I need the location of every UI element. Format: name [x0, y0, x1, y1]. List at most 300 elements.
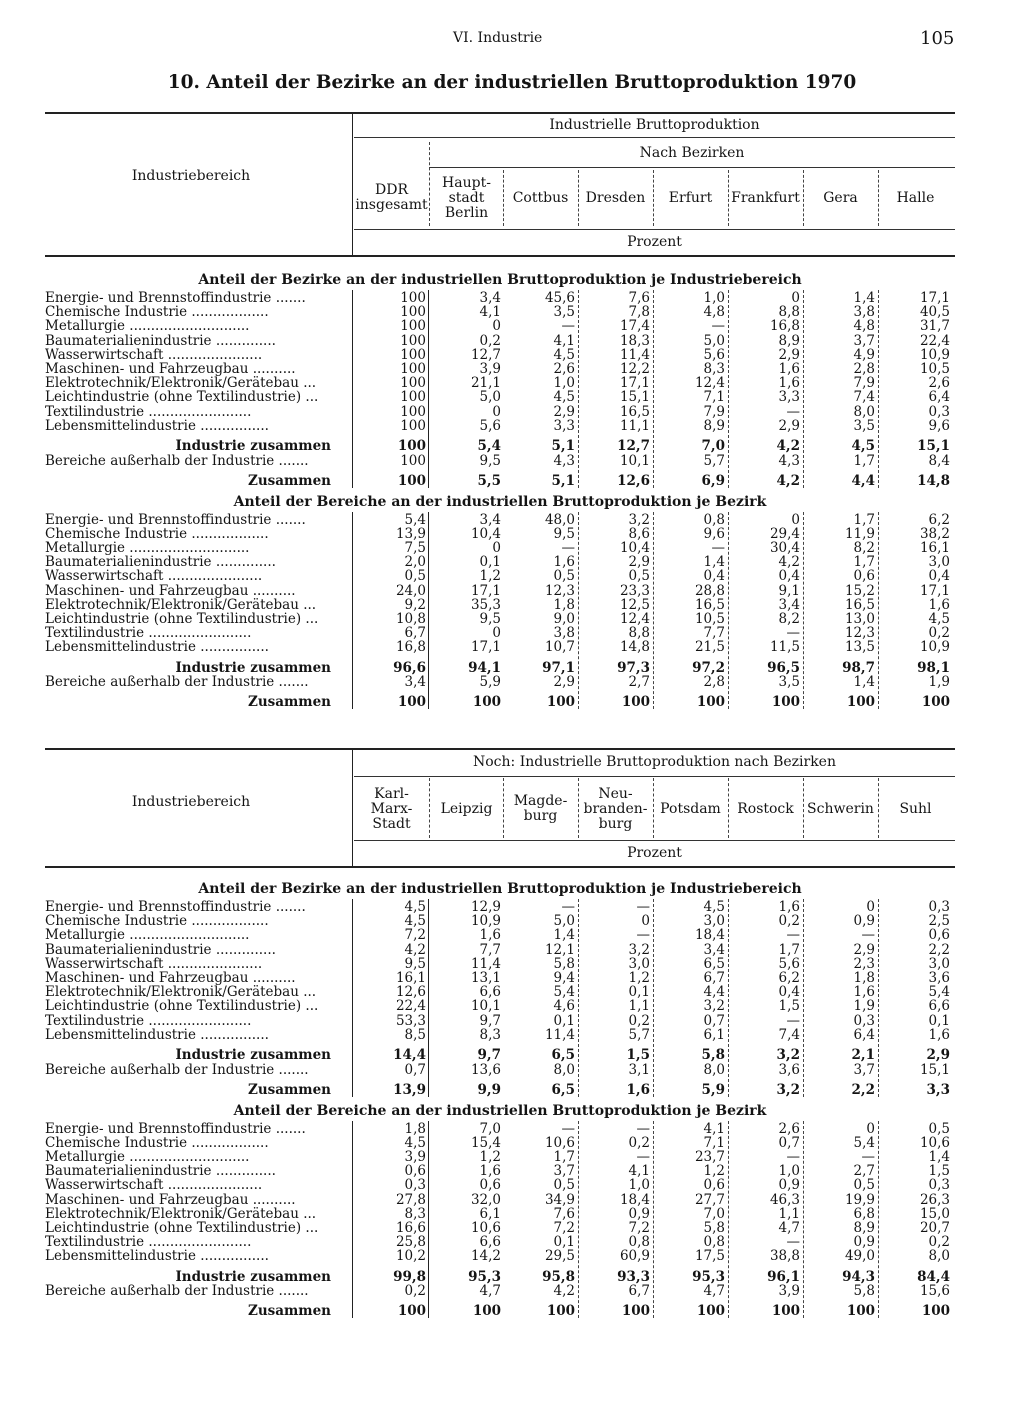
block-heading: Anteil der Bezirke an der industriellen Bruttoproduktion je Industriebereich	[198, 881, 802, 897]
column-header: Gera	[823, 189, 858, 206]
row-label: Leichtindustrie (ohne Textilindustrie) ...	[45, 1220, 319, 1235]
cell-value: 7,0	[703, 1205, 725, 1222]
row-label: Bereiche außerhalb der Industrie .......	[45, 675, 309, 689]
cell-value: 3,7	[853, 1061, 875, 1078]
table-row	[45, 1178, 955, 1192]
table-row	[45, 943, 955, 957]
cell-value: 0,7	[404, 1061, 426, 1078]
cell-value: 12,4	[619, 610, 650, 627]
col-header-industriebereich: Industriebereich	[131, 793, 251, 810]
cell-value: 3,4	[479, 290, 501, 306]
cell-value: 30,4	[769, 539, 800, 556]
cell-value: 0	[866, 899, 875, 915]
cell-value: 1,7	[553, 1148, 575, 1165]
cell-value: 40,5	[919, 304, 950, 321]
cell-value: 10,1	[470, 998, 501, 1015]
cell-value: 0,4	[778, 568, 800, 585]
cell-value: 17,1	[470, 582, 501, 599]
cell-value: 0,7	[703, 1012, 725, 1029]
cell-value: 4,5	[851, 438, 875, 454]
cell-value: 6,1	[479, 1205, 501, 1222]
cell-value: 8,0	[928, 1248, 950, 1265]
cell-value: 12,6	[617, 472, 650, 489]
cell-value: 27,8	[395, 1191, 426, 1208]
cell-value: 4,5	[703, 899, 725, 915]
cell-value: 13,1	[470, 970, 501, 986]
cell-value: 10,2	[395, 1248, 426, 1265]
cell-value: 1,1	[628, 998, 650, 1015]
cell-value: 1,5	[626, 1047, 650, 1063]
cell-value: —	[636, 1120, 650, 1137]
table-row	[45, 1164, 955, 1178]
cell-value: 4,5	[404, 913, 426, 930]
cell-value: 20,7	[919, 1219, 950, 1236]
cell-value: 48,0	[544, 511, 575, 528]
row-label: Wasserwirtschaft ......................	[45, 347, 263, 362]
cell-value: 12,1	[544, 941, 575, 958]
cell-value: 8,6	[628, 525, 650, 542]
cell-value: 2,9	[853, 941, 875, 958]
cell-value: 96,5	[767, 659, 800, 676]
cell-value: 0,9	[778, 1177, 800, 1194]
total-row	[45, 474, 955, 488]
cell-value: 3,7	[853, 332, 875, 349]
cell-value: 4,1	[479, 304, 501, 321]
cell-value: 3,7	[553, 1163, 575, 1180]
cell-value: 4,5	[928, 610, 950, 627]
cell-value: —	[861, 1148, 875, 1165]
cell-value: 1,6	[778, 899, 800, 915]
row-label: Zusammen	[248, 695, 331, 709]
cell-value: 100	[397, 1303, 426, 1319]
cell-value: 0,1	[553, 1012, 575, 1029]
total-row	[45, 439, 955, 453]
row-label: Textilindustrie ........................	[45, 404, 252, 419]
column-header: Erfurt	[668, 189, 713, 206]
row-label: Lebensmittelindustrie ................	[45, 418, 269, 433]
cell-value: 3,0	[703, 913, 725, 930]
cell-value: 1,0	[628, 1177, 650, 1194]
total-row	[45, 661, 955, 675]
subgroup-header: Nach Bezirken	[639, 144, 745, 161]
table-row	[45, 1150, 955, 1164]
cell-value: 1,6	[853, 984, 875, 1001]
cell-value: 5,6	[479, 417, 501, 434]
cell-value: 6,1	[703, 1026, 725, 1043]
cell-value: 2,6	[553, 361, 575, 377]
cell-value: 4,7	[703, 1283, 725, 1299]
cell-value: 3,6	[928, 970, 950, 986]
cell-value: 100	[400, 290, 426, 306]
row-label: Elektrotechnik/Elektronik/Gerätebau ...	[45, 1206, 317, 1221]
cell-value: 9,5	[479, 610, 501, 627]
cell-value: 27,7	[694, 1191, 725, 1208]
cell-value: 0,2	[628, 1012, 650, 1029]
cell-value: 3,4	[479, 511, 501, 528]
cell-value: —	[561, 539, 575, 556]
cell-value: 9,5	[479, 452, 501, 469]
row-label: Metallurgie ............................	[45, 928, 250, 943]
cell-value: 100	[400, 346, 426, 363]
cell-value: 4,5	[553, 346, 575, 363]
cell-value: 1,8	[404, 1120, 426, 1137]
cell-value: 1,9	[928, 674, 950, 690]
row-label: Energie- und Brennstoffindustrie .......	[45, 512, 306, 527]
cell-value: 100	[846, 1303, 875, 1319]
cell-value: 15,0	[919, 1205, 950, 1222]
cell-value: 3,2	[628, 511, 650, 528]
cell-value: 17,4	[619, 318, 650, 335]
table-part-2	[45, 748, 955, 1338]
cell-value: 84,4	[917, 1268, 950, 1285]
row-label: Elektrotechnik/Elektronik/Gerätebau ...	[45, 985, 317, 1000]
cell-value: 11,4	[470, 955, 501, 972]
table-row	[45, 626, 955, 640]
section-title: VI. Industrie	[453, 30, 543, 46]
group-header: Noch: Industrielle Bruttoproduktion nach Bezirken	[473, 753, 836, 770]
column-header: Neu- branden- burg	[583, 785, 648, 832]
cell-value: 60,9	[619, 1248, 650, 1265]
cell-value: 0	[866, 1120, 875, 1137]
cell-value: 94,1	[468, 659, 501, 676]
cell-value: 14,8	[917, 472, 950, 489]
table-row	[45, 334, 955, 348]
table-row	[45, 1014, 955, 1028]
table-title: 10. Anteil der Bezirke an der industriellen Bruttoproduktion 1970	[167, 72, 857, 93]
cell-value: 0,1	[479, 554, 501, 571]
cell-value: 12,3	[844, 625, 875, 642]
cell-value: 4,1	[553, 332, 575, 349]
cell-value: 6,4	[853, 1026, 875, 1043]
row-label: Textilindustrie ........................	[45, 626, 252, 641]
cell-value: 100	[400, 332, 426, 349]
cell-value: 1,6	[479, 1163, 501, 1180]
cell-value: 21,1	[470, 375, 501, 392]
table-row	[45, 569, 955, 583]
cell-value: 1,1	[778, 1205, 800, 1222]
cell-value: 3,3	[926, 1081, 950, 1098]
cell-value: 7,8	[628, 304, 650, 321]
cell-value: 11,4	[544, 1026, 575, 1043]
cell-value: —	[786, 1148, 800, 1165]
row-label: Chemische Industrie ..................	[45, 914, 269, 929]
cell-value: 12,2	[619, 361, 650, 377]
cell-value: 32,0	[470, 1191, 501, 1208]
cell-value: 0	[492, 318, 501, 335]
row-label: Zusammen	[248, 1304, 331, 1318]
cell-value: 99,8	[393, 1268, 426, 1285]
table-row	[45, 419, 955, 433]
row-label: Lebensmittelindustrie ................	[45, 640, 269, 655]
cell-value: 100	[546, 1303, 575, 1319]
column-header: Rostock	[737, 800, 794, 817]
row-label: Zusammen	[248, 1082, 331, 1097]
cell-value: 8,3	[703, 361, 725, 377]
cell-value: 7,2	[404, 927, 426, 944]
cell-value: 18,4	[694, 927, 725, 944]
row-label: Energie- und Brennstoffindustrie .......	[45, 900, 306, 914]
cell-value: 3,2	[703, 998, 725, 1015]
total-row	[45, 1083, 955, 1097]
cell-value: 0,2	[778, 913, 800, 930]
row-label: Maschinen- und Fahrzeugbau ..........	[45, 583, 296, 598]
cell-value: 16,5	[844, 596, 875, 613]
row-label: Energie- und Brennstoffindustrie .......	[45, 1121, 306, 1136]
cell-value: 6,2	[928, 511, 950, 528]
cell-value: 15,1	[919, 1061, 950, 1078]
cell-value: 5,6	[778, 955, 800, 972]
cell-value: 5,0	[703, 332, 725, 349]
table-row	[45, 1235, 955, 1249]
cell-value: 7,2	[628, 1219, 650, 1236]
cell-value: 100	[621, 1303, 650, 1319]
unit-label: Prozent	[627, 233, 682, 250]
cell-value: 8,9	[703, 417, 725, 434]
cell-value: 8,4	[928, 452, 950, 469]
cell-value: 1,7	[853, 511, 875, 528]
cell-value: 9,6	[928, 417, 950, 434]
cell-value: —	[711, 539, 725, 556]
row-label: Elektrotechnik/Elektronik/Gerätebau ...	[45, 376, 317, 391]
column-header: Leipzig	[440, 800, 493, 817]
cell-value: 3,5	[853, 417, 875, 434]
cell-value: 19,9	[844, 1191, 875, 1208]
cell-value: 12,7	[470, 346, 501, 363]
cell-value: 0,7	[778, 1134, 800, 1151]
row-label: Leichtindustrie (ohne Textilindustrie) ...	[45, 999, 319, 1014]
cell-value: 3,8	[853, 304, 875, 321]
cell-value: 10,5	[919, 361, 950, 377]
row-label: Baumaterialienindustrie ..............	[45, 333, 276, 348]
column-header: DDR insgesamt	[355, 182, 428, 213]
cell-value: 1,2	[479, 568, 501, 585]
cell-value: 10,9	[470, 913, 501, 930]
cell-value: 17,1	[619, 375, 650, 392]
cell-value: 1,6	[928, 1026, 950, 1043]
cell-value: 8,2	[778, 610, 800, 627]
row-label: Energie- und Brennstoffindustrie .......	[45, 291, 306, 305]
cell-value: 4,5	[404, 899, 426, 915]
table-row	[45, 612, 955, 626]
cell-value: 5,9	[701, 1081, 725, 1098]
cell-value: 100	[546, 694, 575, 710]
cell-value: 5,4	[928, 984, 950, 1001]
cell-value: 100	[397, 694, 426, 710]
cell-value: 16,1	[919, 539, 950, 556]
cell-value: 8,0	[703, 1061, 725, 1078]
unit-label: Prozent	[627, 844, 682, 861]
cell-value: 95,3	[468, 1268, 501, 1285]
cell-value: —	[786, 1234, 800, 1251]
cell-value: 1,2	[628, 970, 650, 986]
cell-value: 5,1	[551, 472, 575, 489]
cell-value: 10,6	[919, 1134, 950, 1151]
cell-value: 16,8	[395, 639, 426, 656]
cell-value: 49,0	[844, 1248, 875, 1265]
cell-value: 0,8	[628, 1234, 650, 1251]
cell-value: 0,1	[928, 1012, 950, 1029]
cell-value: 100	[472, 694, 501, 710]
cell-value: 0	[492, 403, 501, 420]
cell-value: 8,0	[853, 403, 875, 420]
cell-value: 1,0	[778, 1163, 800, 1180]
cell-value: —	[561, 318, 575, 335]
cell-value: 2,7	[853, 1163, 875, 1180]
cell-value: 2,2	[851, 1081, 875, 1098]
cell-value: 6,6	[479, 1234, 501, 1251]
row-label: Industrie zusammen	[175, 1269, 331, 1284]
cell-value: 98,7	[842, 659, 875, 676]
cell-value: 3,9	[778, 1283, 800, 1299]
cell-value: 3,0	[628, 955, 650, 972]
cell-value: 6,5	[703, 955, 725, 972]
row-label: Lebensmittelindustrie ................	[45, 1249, 269, 1264]
cell-value: 1,6	[626, 1081, 650, 1098]
cell-value: 3,3	[553, 417, 575, 434]
cell-value: 6,7	[628, 1283, 650, 1299]
cell-value: 6,9	[701, 472, 725, 489]
cell-value: 2,9	[778, 417, 800, 434]
cell-value: 94,3	[842, 1268, 875, 1285]
row-label: Wasserwirtschaft ......................	[45, 569, 263, 584]
column-header: Karl- Marx- Stadt	[370, 785, 413, 832]
row-label: Wasserwirtschaft ......................	[45, 956, 263, 971]
cell-value: 0,3	[404, 1177, 426, 1194]
cell-value: 3,3	[778, 389, 800, 406]
table-row	[45, 971, 955, 985]
cell-value: 100	[400, 403, 426, 420]
cell-value: 13,5	[844, 639, 875, 656]
cell-value: —	[561, 899, 575, 915]
total-row	[45, 1304, 955, 1318]
cell-value: 0	[492, 625, 501, 642]
cell-value: 18,4	[619, 1191, 650, 1208]
column-header: Magde- burg	[513, 793, 568, 824]
cell-value: 14,8	[619, 639, 650, 656]
cell-value: 1,4	[853, 674, 875, 690]
table-row	[45, 1122, 955, 1136]
cell-value: 16,5	[694, 596, 725, 613]
cell-value: 4,3	[778, 452, 800, 469]
cell-value: 1,4	[853, 290, 875, 306]
table-row	[45, 513, 955, 527]
cell-value: 2,9	[778, 346, 800, 363]
cell-value: 9,2	[404, 596, 426, 613]
cell-value: 0,1	[553, 1234, 575, 1251]
cell-value: 0,9	[853, 1234, 875, 1251]
row-label: Baumaterialienindustrie ..............	[45, 942, 276, 957]
cell-value: 22,4	[919, 332, 950, 349]
cell-value: 5,6	[703, 346, 725, 363]
cell-value: —	[786, 625, 800, 642]
col-header-industriebereich: Industriebereich	[131, 167, 251, 184]
column-header: Frankfurt	[731, 189, 800, 206]
cell-value: 7,0	[701, 438, 725, 454]
cell-value: 0,3	[928, 403, 950, 420]
cell-value: 1,5	[778, 998, 800, 1015]
cell-value: 3,2	[776, 1047, 800, 1063]
cell-value: 5,4	[477, 438, 501, 454]
running-head	[0, 30, 1024, 52]
cell-value: 23,7	[694, 1148, 725, 1165]
cell-value: 100	[400, 361, 426, 377]
table-row	[45, 640, 955, 654]
cell-value: 6,4	[928, 389, 950, 406]
cell-value: 3,9	[479, 361, 501, 377]
cell-value: 100	[921, 1303, 950, 1319]
cell-value: 15,1	[619, 389, 650, 406]
cell-value: 12,3	[544, 582, 575, 599]
cell-value: 100	[400, 318, 426, 335]
cell-value: 2,9	[553, 674, 575, 690]
cell-value: 1,4	[703, 554, 725, 571]
cell-value: 4,8	[703, 304, 725, 321]
cell-value: 3,8	[553, 625, 575, 642]
cell-value: 0,2	[928, 1234, 950, 1251]
table-row	[45, 305, 955, 319]
row-label: Maschinen- und Fahrzeugbau ..........	[45, 1192, 296, 1207]
table-row	[45, 957, 955, 971]
cell-value: 8,0	[553, 1061, 575, 1078]
row-label: Bereiche außerhalb der Industrie .......	[45, 1284, 309, 1298]
cell-value: 8,9	[853, 1219, 875, 1236]
cell-value: 4,2	[776, 472, 800, 489]
cell-value: 0,4	[703, 568, 725, 585]
cell-value: 1,7	[853, 452, 875, 469]
cell-value: 10,7	[544, 639, 575, 656]
cell-value: 0,6	[479, 1177, 501, 1194]
table-row	[45, 390, 955, 404]
cell-value: 9,1	[778, 582, 800, 599]
cell-value: 8,8	[628, 625, 650, 642]
row-label: Textilindustrie ........................	[45, 1235, 252, 1250]
cell-value: 2,9	[553, 403, 575, 420]
table-row	[45, 1063, 955, 1077]
cell-value: 0	[791, 290, 800, 306]
cell-value: 0,8	[703, 1234, 725, 1251]
cell-value: 13,6	[470, 1061, 501, 1078]
cell-value: 3,6	[778, 1061, 800, 1078]
cell-value: 2,9	[926, 1047, 950, 1063]
cell-value: 7,9	[853, 375, 875, 392]
table-row	[45, 405, 955, 419]
cell-value: 4,2	[776, 438, 800, 454]
cell-value: 8,2	[853, 539, 875, 556]
cell-value: 13,9	[393, 1081, 426, 1098]
cell-value: 2,1	[851, 1047, 875, 1063]
cell-value: 1,0	[703, 290, 725, 306]
cell-value: 2,2	[928, 941, 950, 958]
cell-value: 3,9	[404, 1148, 426, 1165]
cell-value: 1,4	[553, 927, 575, 944]
cell-value: 11,5	[769, 639, 800, 656]
cell-value: 2,6	[928, 375, 950, 392]
row-label: Metallurgie ............................	[45, 540, 250, 555]
cell-value: 8,3	[479, 1026, 501, 1043]
cell-value: 2,8	[703, 674, 725, 690]
table-row	[45, 319, 955, 333]
cell-value: 6,2	[778, 970, 800, 986]
row-label: Industrie zusammen	[175, 1048, 331, 1062]
cell-value: 0,9	[628, 1205, 650, 1222]
cell-value: 6,5	[551, 1081, 575, 1098]
cell-value: 12,9	[470, 899, 501, 915]
cell-value: 9,0	[553, 610, 575, 627]
cell-value: 7,1	[703, 389, 725, 406]
cell-value: 9,4	[553, 970, 575, 986]
cell-value: 0,1	[628, 984, 650, 1001]
cell-value: —	[711, 318, 725, 335]
